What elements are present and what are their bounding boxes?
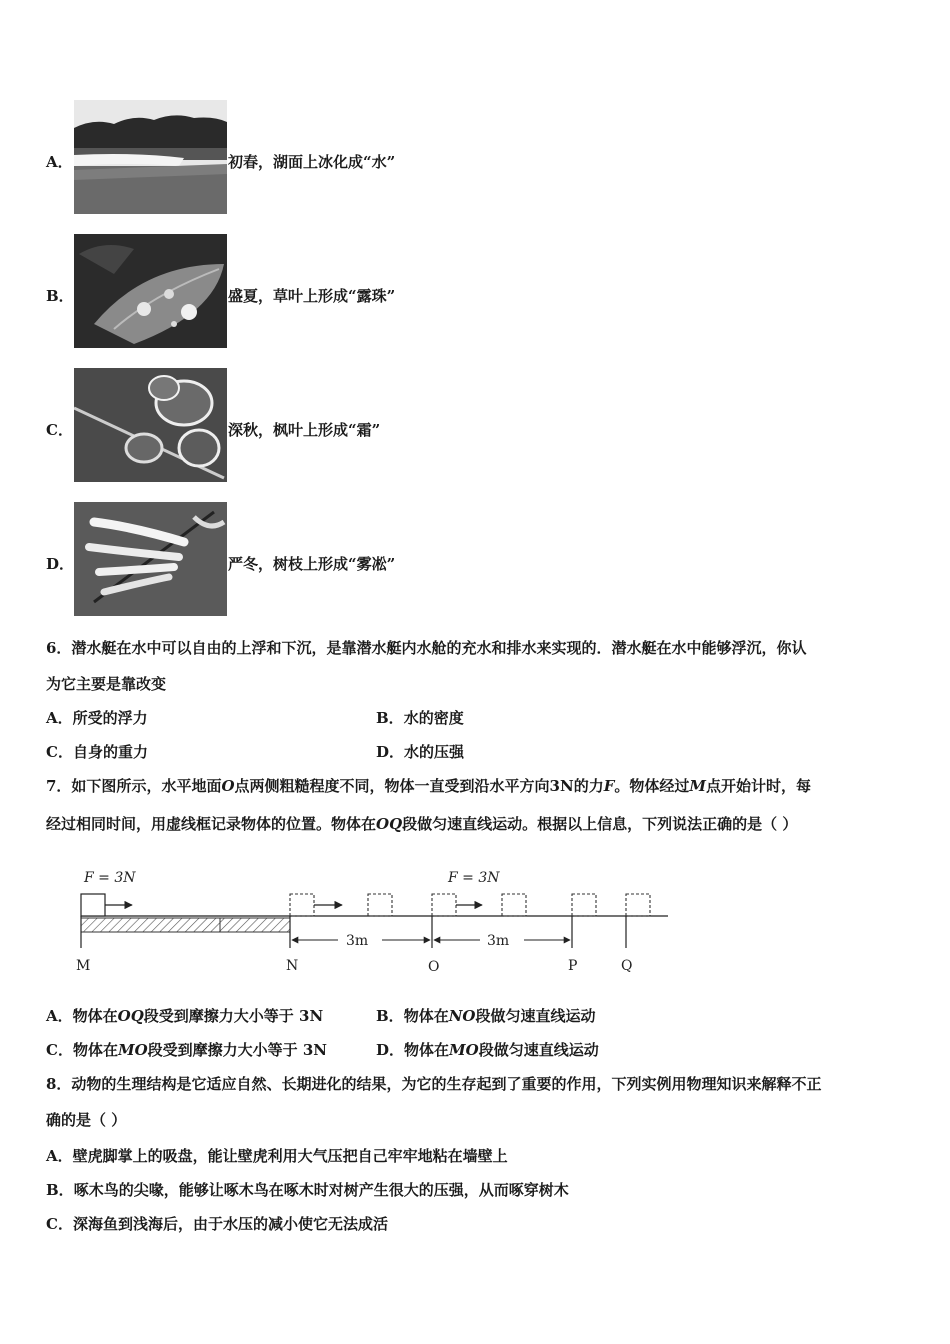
q8-option-text: 啄木鸟的尖喙，能够让啄木鸟在啄木时对树产生很大的压强，从而啄穿树木 [73, 1181, 569, 1199]
q6-option-a [46, 708, 148, 728]
q7-option-a [46, 1006, 323, 1026]
q7-option-segment: OQ [117, 1007, 144, 1025]
option-d-text: 严冬，树枝上形成“雾凇” [228, 555, 396, 573]
q8-stem-line1: 8．动物的生理结构是它适应自然、长期进化的结果，为它的生存起到了重要的作用，下列实例用物理知识来解释不正 [46, 1075, 822, 1093]
q7-force-symbol: F [603, 777, 615, 795]
q6-option-d-letter: D． [376, 743, 405, 761]
q7-point-m: M [689, 777, 706, 795]
force-label-1: F = 3N [84, 870, 136, 886]
q8-option-b [46, 1180, 569, 1200]
block-at-m [81, 894, 105, 916]
q8-stem-line2: 确的是（ ） [46, 1111, 127, 1129]
q8-option-text: 壁虎脚掌上的吸盘，能让壁虎利用大气压把自己牢牢地粘在墙壁上 [72, 1147, 508, 1165]
q7-option-b [376, 1006, 596, 1026]
q7-option-segment: NO [448, 1007, 476, 1025]
frost-leaf-photo [74, 368, 227, 482]
rime-branch-photo [74, 502, 227, 616]
option-c-letter: C． [46, 421, 73, 439]
dashed-block [626, 894, 650, 916]
q7-text: 点两侧粗糙程度不同，物体一直受到沿水平方向 [234, 777, 550, 795]
q7-text: 段做匀速直线运动。根据以上信息，下列说法正确的是（ ） [402, 815, 798, 833]
dashed-block [502, 894, 526, 916]
q6-stem-line2: 为它主要是靠改变 [46, 675, 167, 693]
q7-option-text: 物体在 [72, 1041, 118, 1059]
distance-label-2: 3m [487, 933, 510, 949]
q7-force-value: 3N [549, 777, 574, 795]
q6-option-c-letter: C． [46, 743, 73, 761]
point-label-p: P [568, 958, 578, 974]
point-label-o: O [428, 959, 440, 975]
q7-text: 。物体经过 [614, 777, 690, 795]
dashed-block [572, 894, 596, 916]
q6-option-b-letter: B． [376, 709, 404, 727]
q7-text: 7．如下图所示，水平地面 [46, 777, 222, 795]
q6-option-a-text: 所受的浮力 [72, 709, 148, 727]
q7-option-letter: C． [46, 1041, 73, 1059]
option-c-text: 深秋，枫叶上形成“霜” [228, 421, 381, 439]
q8-option-a [46, 1146, 508, 1166]
force-label-2: F = 3N [448, 870, 500, 886]
dashed-block [368, 894, 392, 916]
option-d-letter: D． [46, 555, 75, 573]
q8-option-letter: A． [46, 1147, 73, 1165]
q7-option-text: 段受到摩擦力大小等于 3N [147, 1041, 328, 1059]
q7-option-letter: B． [376, 1007, 404, 1025]
q6-option-d-text: 水的压强 [404, 743, 465, 761]
rough-surface-2 [220, 918, 290, 932]
q7-text: 点开始计时，每 [706, 777, 812, 795]
q8-option-letter: B． [46, 1181, 74, 1199]
distance-label-1: 3m [346, 933, 369, 949]
dew-leaf-photo [74, 234, 227, 348]
q7-option-text: 物体在 [72, 1007, 118, 1025]
option-b-letter: B． [46, 287, 74, 305]
q6-option-c [46, 742, 148, 762]
q7-stem-line2 [46, 814, 797, 834]
point-label-q: Q [621, 958, 633, 974]
point-label-n: N [286, 958, 299, 974]
q6-option-d [376, 742, 464, 762]
q7-option-letter: D． [376, 1041, 405, 1059]
q7-text: 经过相同时间，用虚线框记录物体的位置。物体在 [46, 815, 377, 833]
q7-option-text: 段受到摩擦力大小等于 3N [143, 1007, 324, 1025]
q6-option-b [376, 708, 464, 728]
motion-diagram [70, 860, 680, 980]
q7-option-segment: MO [117, 1041, 148, 1059]
option-a-text: 初春，湖面上冰化成“水” [228, 153, 396, 171]
q7-option-d [376, 1040, 599, 1060]
q6-option-b-text: 水的密度 [403, 709, 464, 727]
option-b-text: 盛夏，草叶上形成“露珠” [228, 287, 396, 305]
q7-text: 的力 [573, 777, 604, 795]
q8-option-text: 深海鱼到浅海后，由于水压的减小使它无法成活 [72, 1215, 388, 1233]
q7-segment-oq: OQ [376, 815, 403, 833]
option-a-letter: A． [46, 153, 73, 171]
q7-option-c [46, 1040, 327, 1060]
point-label-m: M [76, 958, 91, 974]
q7-option-text: 段做匀速直线运动 [478, 1041, 599, 1059]
q8-option-letter: C． [46, 1215, 73, 1233]
q7-point-o: O [221, 777, 235, 795]
q6-option-c-text: 自身的重力 [72, 743, 148, 761]
q7-option-segment: MO [449, 1041, 479, 1059]
q7-option-letter: A． [46, 1007, 73, 1025]
q7-option-text: 物体在 [403, 1007, 449, 1025]
dashed-block [432, 894, 456, 916]
frozen-lake-photo [74, 100, 227, 214]
dashed-block [290, 894, 314, 916]
q7-option-text: 段做匀速直线运动 [475, 1007, 596, 1025]
q6-stem-line1: 6．潜水艇在水中可以自由的上浮和下沉，是靠潜水艇内水舱的充水和排水来实现的．潜水艇在水中能够浮沉，你认 [46, 639, 807, 657]
q7-option-text: 物体在 [404, 1041, 450, 1059]
rough-surface-1 [81, 918, 220, 932]
q8-option-c [46, 1214, 388, 1234]
q6-option-a-letter: A． [46, 709, 73, 727]
q7-stem-line1 [46, 776, 811, 796]
